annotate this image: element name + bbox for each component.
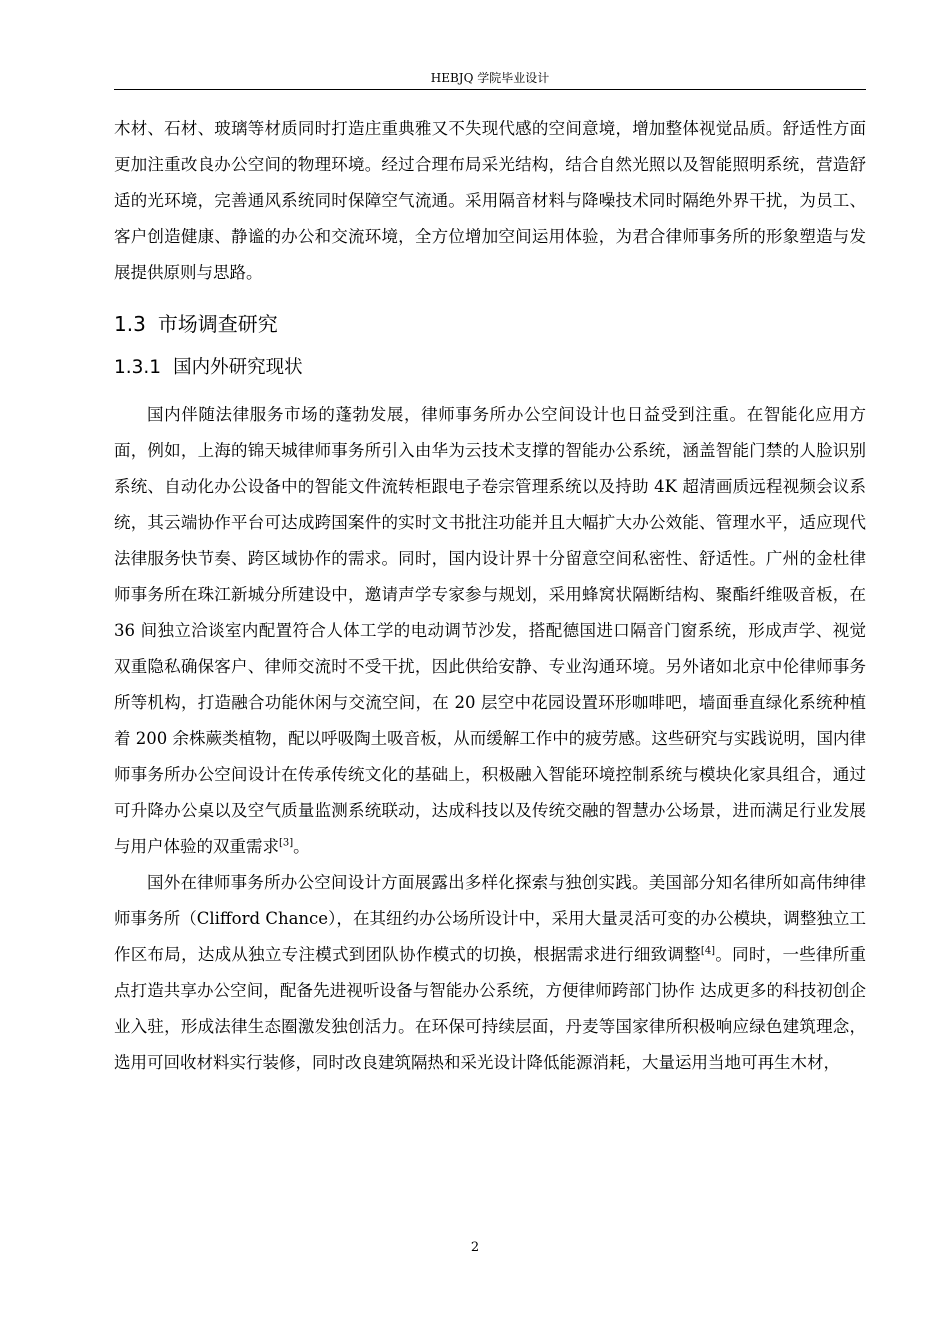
paragraph-end: 。 [293,837,310,856]
paragraph-text-continued: 。同时，一些律所重点打造共享办公空间，配备先进视听设备与智能办公系统，方便律师跨部门协作 达成更多的科技初创企业入驻，形成法律生态圈激发独创活力。在环保可持续层面，丹麦等国家律所积极响应绿色建筑理念，选用可回收材料实行装修，同时改良建筑隔热和采光设计降低能源消耗，大量运用当地可再生木材， [114,945,867,1072]
page-header: HEBJQ 学院毕业设计 [430,71,550,85]
section-title: 市场调查研究 [157,312,278,336]
document-body [114,111,866,1081]
section-heading-1-3-1 [114,353,866,383]
citation-3[interactable]: [3] [279,837,294,849]
subsection-title: 国内外研究现状 [173,357,303,378]
paragraph-domestic-research [114,397,866,865]
section-number: 1.3 [114,312,146,336]
paragraph-text: 国内伴随法律服务市场的蓬勃发展，律师事务所办公空间设计也日益受到注重。在智能化应用方面，例如，上海的锦天城律师事务所引入由华为云技术支撑的智能办公系统，涵盖智能门禁的人脸识别系统、自动化办公设备中的智能文件流转柜跟电子卷宗管理系统以及持助 4K 超清画质远程视频会议系统，其云端协作平台可达成跨国案件的实时文书批注功能并且大幅扩大办公效能、管理水平，适应现代法律服务快节奏、跨区域协作的需求。同时，国内设计界十分留意空间私密性、舒适性。广州的金杜律师事务所在珠江新城分所建设中，邀请声学专家参与规划，采用蜂窝状隔断结构、聚酯纤维吸音板，在 36 间独立洽谈室内配置符合人体工学的电动调节沙发，搭配德国进口隔音门窗系统，形成声学、视觉双重隐私确保客户、律师交流时不受干扰，因此供给安静、专业沟通环境。另外诸如北京中伦律师事务所等机构，打造融合功能休闲与交流空间，在 20 层空中花园设置环形咖啡吧，墙面垂直绿化系统种植着 200 余株蕨类植物，配以呼吸陶土吸音板，从而缓解工作中的疲劳感。这些研究与实践说明，国内律师事务所办公空间设计在传承传统文化的基础上，积极融入智能环境控制系统与模块化家具组合，通过可升降办公桌以及空气质量监测系统联动，达成科技以及传统交融的智慧办公场景，进而满足行业发展与用户体验的双重需求 [114,405,866,856]
citation-4[interactable]: [4] [700,945,716,957]
paragraph-continued: 木材、石材、玻璃等材质同时打造庄重典雅又不失现代感的空间意境，增加整体视觉品质。舒适性方面更加注重改良办公空间的物理环境。经过合理布局采光结构，结合自然光照以及智能照明系统，营造舒适的光环境，完善通风系统同时保障空气流通。采用隔音材料与降噪技术同时隔绝外界干扰，为员工、客户创造健康、静谧的办公和交流环境，全方位增加空间运用体验，为君合律师事务所的形象塑造与发展提供原则与思路。 [114,119,866,282]
paragraph-text: 国外在律师事务所办公空间设计方面展露出多样化探索与独创实践。美国部分知名律所如高伟绅律师事务所（Clifford Chance），在其纽约办公场所设计中，采用大量灵活可变的办公模块，调整独立工作区布局，达成从独立专注模式到团队协作模式的切换，根据需求进行细致调整 [114,873,866,964]
section-heading-1-3 [114,309,866,339]
subsection-number: 1.3.1 [114,357,162,378]
page-number: 2 [470,1240,480,1255]
paragraph-foreign-research [114,865,866,1081]
header-divider [114,89,866,90]
